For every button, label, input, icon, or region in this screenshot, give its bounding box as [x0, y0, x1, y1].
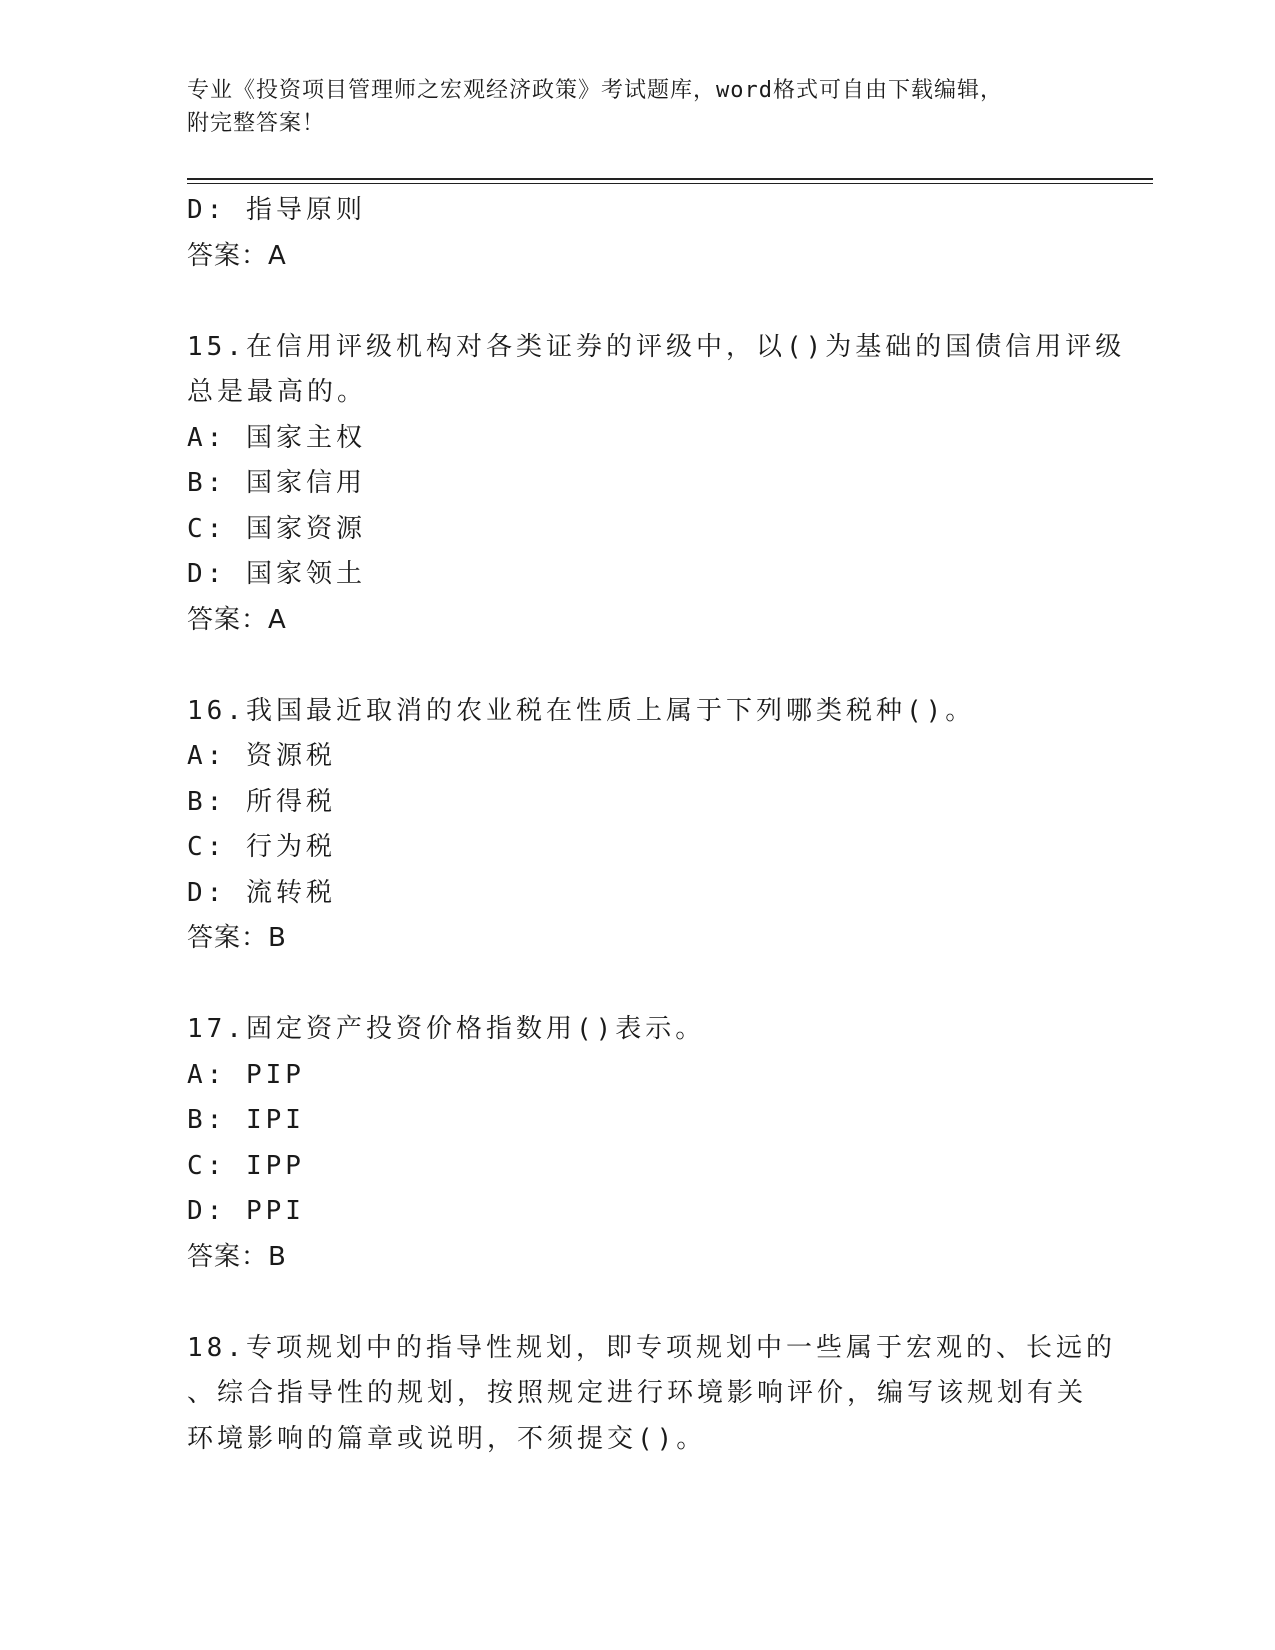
answer-line: 答案：A — [187, 604, 287, 635]
option-d: D: PPI — [187, 1196, 305, 1226]
option-b: B: 国家信用 — [187, 468, 366, 498]
question-16 — [187, 689, 1087, 962]
option-c: C: 国家资源 — [187, 513, 366, 544]
question-15 — [187, 325, 1126, 644]
header-line-1: 专业《投资项目管理师之宏观经济政策》考试题库，word格式可自由下载编辑， — [187, 78, 1003, 103]
option-d: D: 流转税 — [187, 877, 336, 908]
page-header — [187, 74, 1087, 140]
question-17 — [187, 1007, 1087, 1280]
spacer — [187, 1280, 1087, 1326]
question-stem-line: 17.固定资产投资价格指数用()表示。 — [187, 1014, 706, 1044]
question-stem-line: 总是最高的。 — [187, 377, 368, 407]
question-stem-line: 16.我国最近取消的农业税在性质上属于下列哪类税种()。 — [187, 695, 976, 726]
question-stem-line: 18.专项规划中的指导性规划，即专项规划中一些属于宏观的、长远的 — [187, 1332, 1116, 1363]
option-b: B: 所得税 — [187, 786, 336, 817]
header-divider-thin — [187, 183, 1153, 184]
question-stem-line: 15.在信用评级机构对各类证券的评级中，以()为基础的国债信用评级 — [187, 331, 1126, 362]
spacer — [187, 962, 1087, 1008]
option-a: A: 国家主权 — [187, 422, 366, 453]
question-stem-line: 、综合指导性的规划，按照规定进行环境影响评价，编写该规划有关 — [187, 1378, 1088, 1408]
option-a: A: 资源税 — [187, 741, 336, 771]
question-list — [187, 188, 1126, 1462]
question-18 — [187, 1326, 1116, 1463]
option-b: B: IPI — [187, 1105, 305, 1135]
option-d: D: 指导原则 — [187, 195, 366, 225]
spacer — [187, 279, 1087, 325]
option-d: D: 国家领土 — [187, 559, 366, 589]
answer-line: 答案：B — [187, 923, 287, 953]
answer-line: 答案：B — [187, 1241, 287, 1272]
header-line-2: 附完整答案！ — [187, 111, 326, 136]
option-c: C: 行为税 — [187, 832, 336, 862]
header-divider-thick — [187, 178, 1153, 180]
option-a: A: PIP — [187, 1059, 305, 1090]
option-c: C: IPP — [187, 1150, 305, 1181]
question-stem-line: 环境影响的篇章或说明，不须提交()。 — [187, 1423, 707, 1454]
question-14-tail — [187, 188, 1087, 279]
answer-line: 答案：A — [187, 240, 287, 271]
spacer — [187, 643, 1087, 689]
